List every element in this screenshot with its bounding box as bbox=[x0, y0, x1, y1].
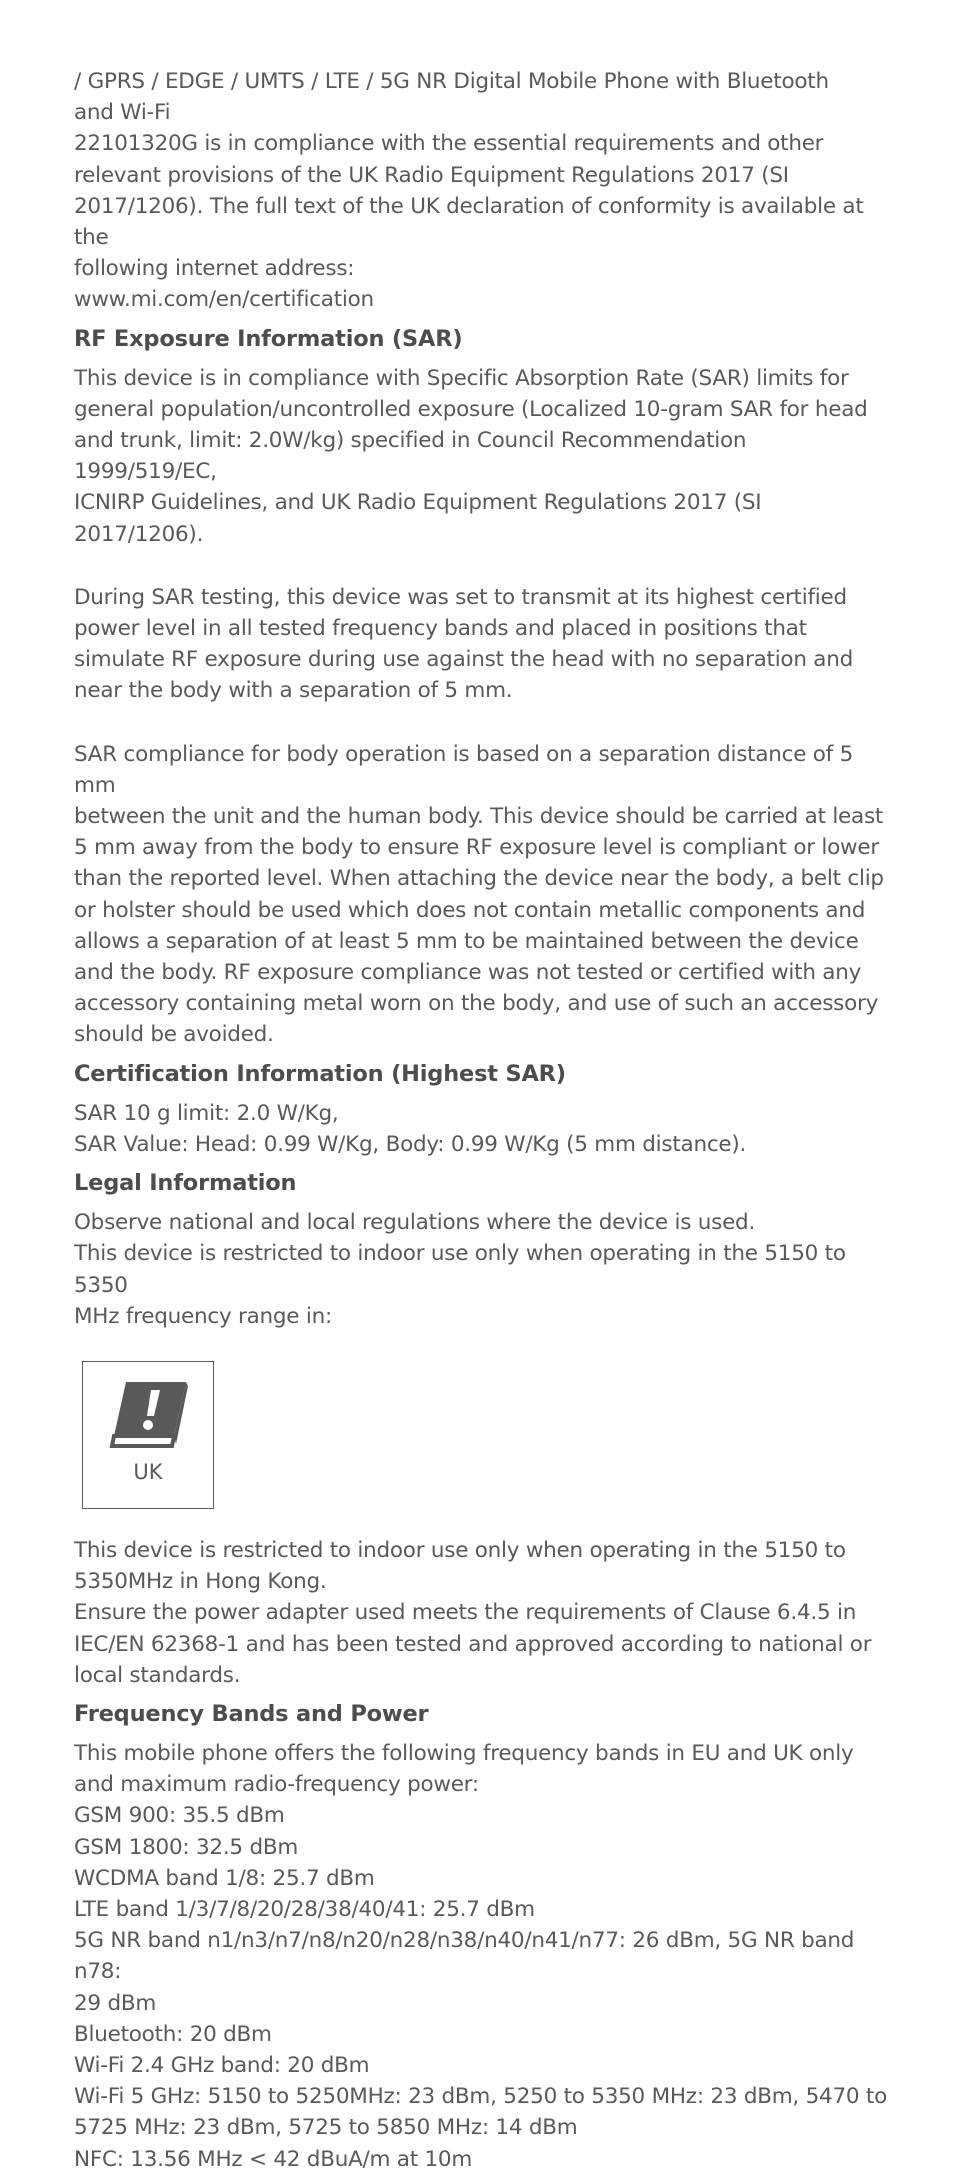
intro-line: relevant provisions of the UK Radio Equipment Regulations 2017 (SI bbox=[74, 162, 789, 188]
text-line: This mobile phone offers the following frequency bands in EU and UK only bbox=[74, 1740, 854, 1766]
text-line: power level in all tested frequency bands and placed in positions that bbox=[74, 616, 807, 642]
text-line: ICNIRP Guidelines, and UK Radio Equipment Regulations 2017 (SI 2017/1206). bbox=[74, 490, 762, 547]
caution-book-icon bbox=[108, 1378, 190, 1454]
band-line: GSM 900: 35.5 dBm bbox=[74, 1803, 285, 1829]
band-line: GSM 1800: 32.5 dBm bbox=[74, 1834, 299, 1860]
text-line: IEC/EN 62368-1 and has been tested and approved according to national or bbox=[74, 1631, 872, 1657]
text-line: local standards. bbox=[74, 1662, 241, 1688]
rf-exposure-para-1 bbox=[74, 363, 894, 550]
text-line: Ensure the power adapter used meets the requirements of Clause 6.4.5 in bbox=[74, 1600, 857, 1626]
sar-value-line: SAR Value: Head: 0.99 W/Kg, Body: 0.99 W/Kg (5 mm distance). bbox=[74, 1131, 747, 1157]
text-line: than the reported level. When attaching the device near the body, a belt clip bbox=[74, 866, 884, 892]
document-page bbox=[74, 66, 894, 2175]
frequency-section bbox=[74, 1738, 894, 2175]
text-line: This device is restricted to indoor use only when operating in the 5150 to 5350 bbox=[74, 1241, 846, 1298]
certification-url: www.mi.com/en/certification bbox=[74, 287, 374, 313]
certification-section bbox=[74, 1098, 894, 1160]
band-line: 29 dBm bbox=[74, 1990, 157, 2016]
band-line: 5725 MHz: 23 dBm, 5725 to 5850 MHz: 14 dBm bbox=[74, 2115, 578, 2141]
text-line: During SAR testing, this device was set to transmit at its highest certified bbox=[74, 584, 847, 610]
frequency-heading: Frequency Bands and Power bbox=[74, 1700, 429, 1727]
certification-heading: Certification Information (Highest SAR) bbox=[74, 1060, 566, 1087]
text-line: simulate RF exposure during use against the head with no separation and bbox=[74, 647, 853, 673]
text-line: accessory containing metal worn on the body, and use of such an accessory bbox=[74, 991, 879, 1017]
band-line: Wi-Fi 5 GHz: 5150 to 5250MHz: 23 dBm, 5250 to 5350 MHz: 23 dBm, 5470 to bbox=[74, 2084, 887, 2110]
legal-heading: Legal Information bbox=[74, 1170, 297, 1197]
text-line: and the body. RF exposure compliance was not tested or certified with any bbox=[74, 960, 862, 986]
text-line: 5 mm away from the body to ensure RF exposure level is compliant or lower bbox=[74, 835, 879, 861]
text-line: or holster should be used which does not contain metallic components and bbox=[74, 897, 866, 923]
band-line: NFC: 13.56 MHz < 42 dBuA/m at 10m bbox=[74, 2146, 473, 2172]
sar-limit-line: SAR 10 g limit: 2.0 W/Kg, bbox=[74, 1100, 339, 1126]
band-line: LTE band 1/3/7/8/20/28/38/40/41: 25.7 dBm bbox=[74, 1896, 535, 1922]
intro-line: 2017/1206). The full text of the UK declaration of conformity is available at the bbox=[74, 193, 864, 251]
band-line: Bluetooth: 20 dBm bbox=[74, 2021, 272, 2047]
legal-section bbox=[74, 1207, 894, 1691]
intro-line: / GPRS / EDGE / UMTS / LTE / 5G NR Digital Mobile Phone with Bluetooth bbox=[74, 69, 829, 94]
intro-line: and Wi-Fi bbox=[74, 100, 171, 126]
rf-exposure-heading: RF Exposure Information (SAR) bbox=[74, 325, 463, 352]
text-line: This device is restricted to indoor use only when operating in the 5150 to bbox=[74, 1537, 846, 1563]
band-line: Wi-Fi 2.4 GHz band: 20 dBm bbox=[74, 2052, 370, 2078]
intro-section bbox=[74, 66, 894, 316]
text-line: 5350MHz in Hong Kong. bbox=[74, 1569, 327, 1595]
band-line: 5G NR band n1/n3/n7/n8/n20/n28/n38/n40/n41/n77: 26 dBm, 5G NR band n78: bbox=[74, 1928, 855, 1985]
text-line: allows a separation of at least 5 mm to be maintained between the device bbox=[74, 928, 859, 954]
text-line: near the body with a separation of 5 mm. bbox=[74, 678, 513, 704]
band-line: WCDMA band 1/8: 25.7 dBm bbox=[74, 1865, 375, 1891]
text-line: should be avoided. bbox=[74, 1022, 274, 1048]
text-line: and trunk, limit: 2.0W/kg) specified in Council Recommendation 1999/519/EC, bbox=[74, 428, 747, 485]
text-line: MHz frequency range in: bbox=[74, 1303, 332, 1329]
text-line: Observe national and local regulations where the device is used. bbox=[74, 1210, 756, 1236]
text-line: This device is in compliance with Specific Absorption Rate (SAR) limits for bbox=[74, 365, 849, 391]
intro-line: 22101320G is in compliance with the essential requirements and other bbox=[74, 131, 824, 157]
text-line: and maximum radio-frequency power: bbox=[74, 1772, 479, 1798]
text-line: general population/uncontrolled exposure (Localized 10-gram SAR for head bbox=[74, 396, 868, 422]
text-line: between the unit and the human body. This device should be carried at least bbox=[74, 804, 884, 830]
rf-exposure-para-2 bbox=[74, 582, 894, 707]
uk-restriction-box bbox=[82, 1361, 214, 1509]
uk-label: UK bbox=[133, 1459, 163, 1484]
intro-line: following internet address: bbox=[74, 256, 355, 282]
rf-exposure-para-3 bbox=[74, 739, 894, 1051]
text-line: SAR compliance for body operation is based on a separation distance of 5 mm bbox=[74, 741, 854, 798]
